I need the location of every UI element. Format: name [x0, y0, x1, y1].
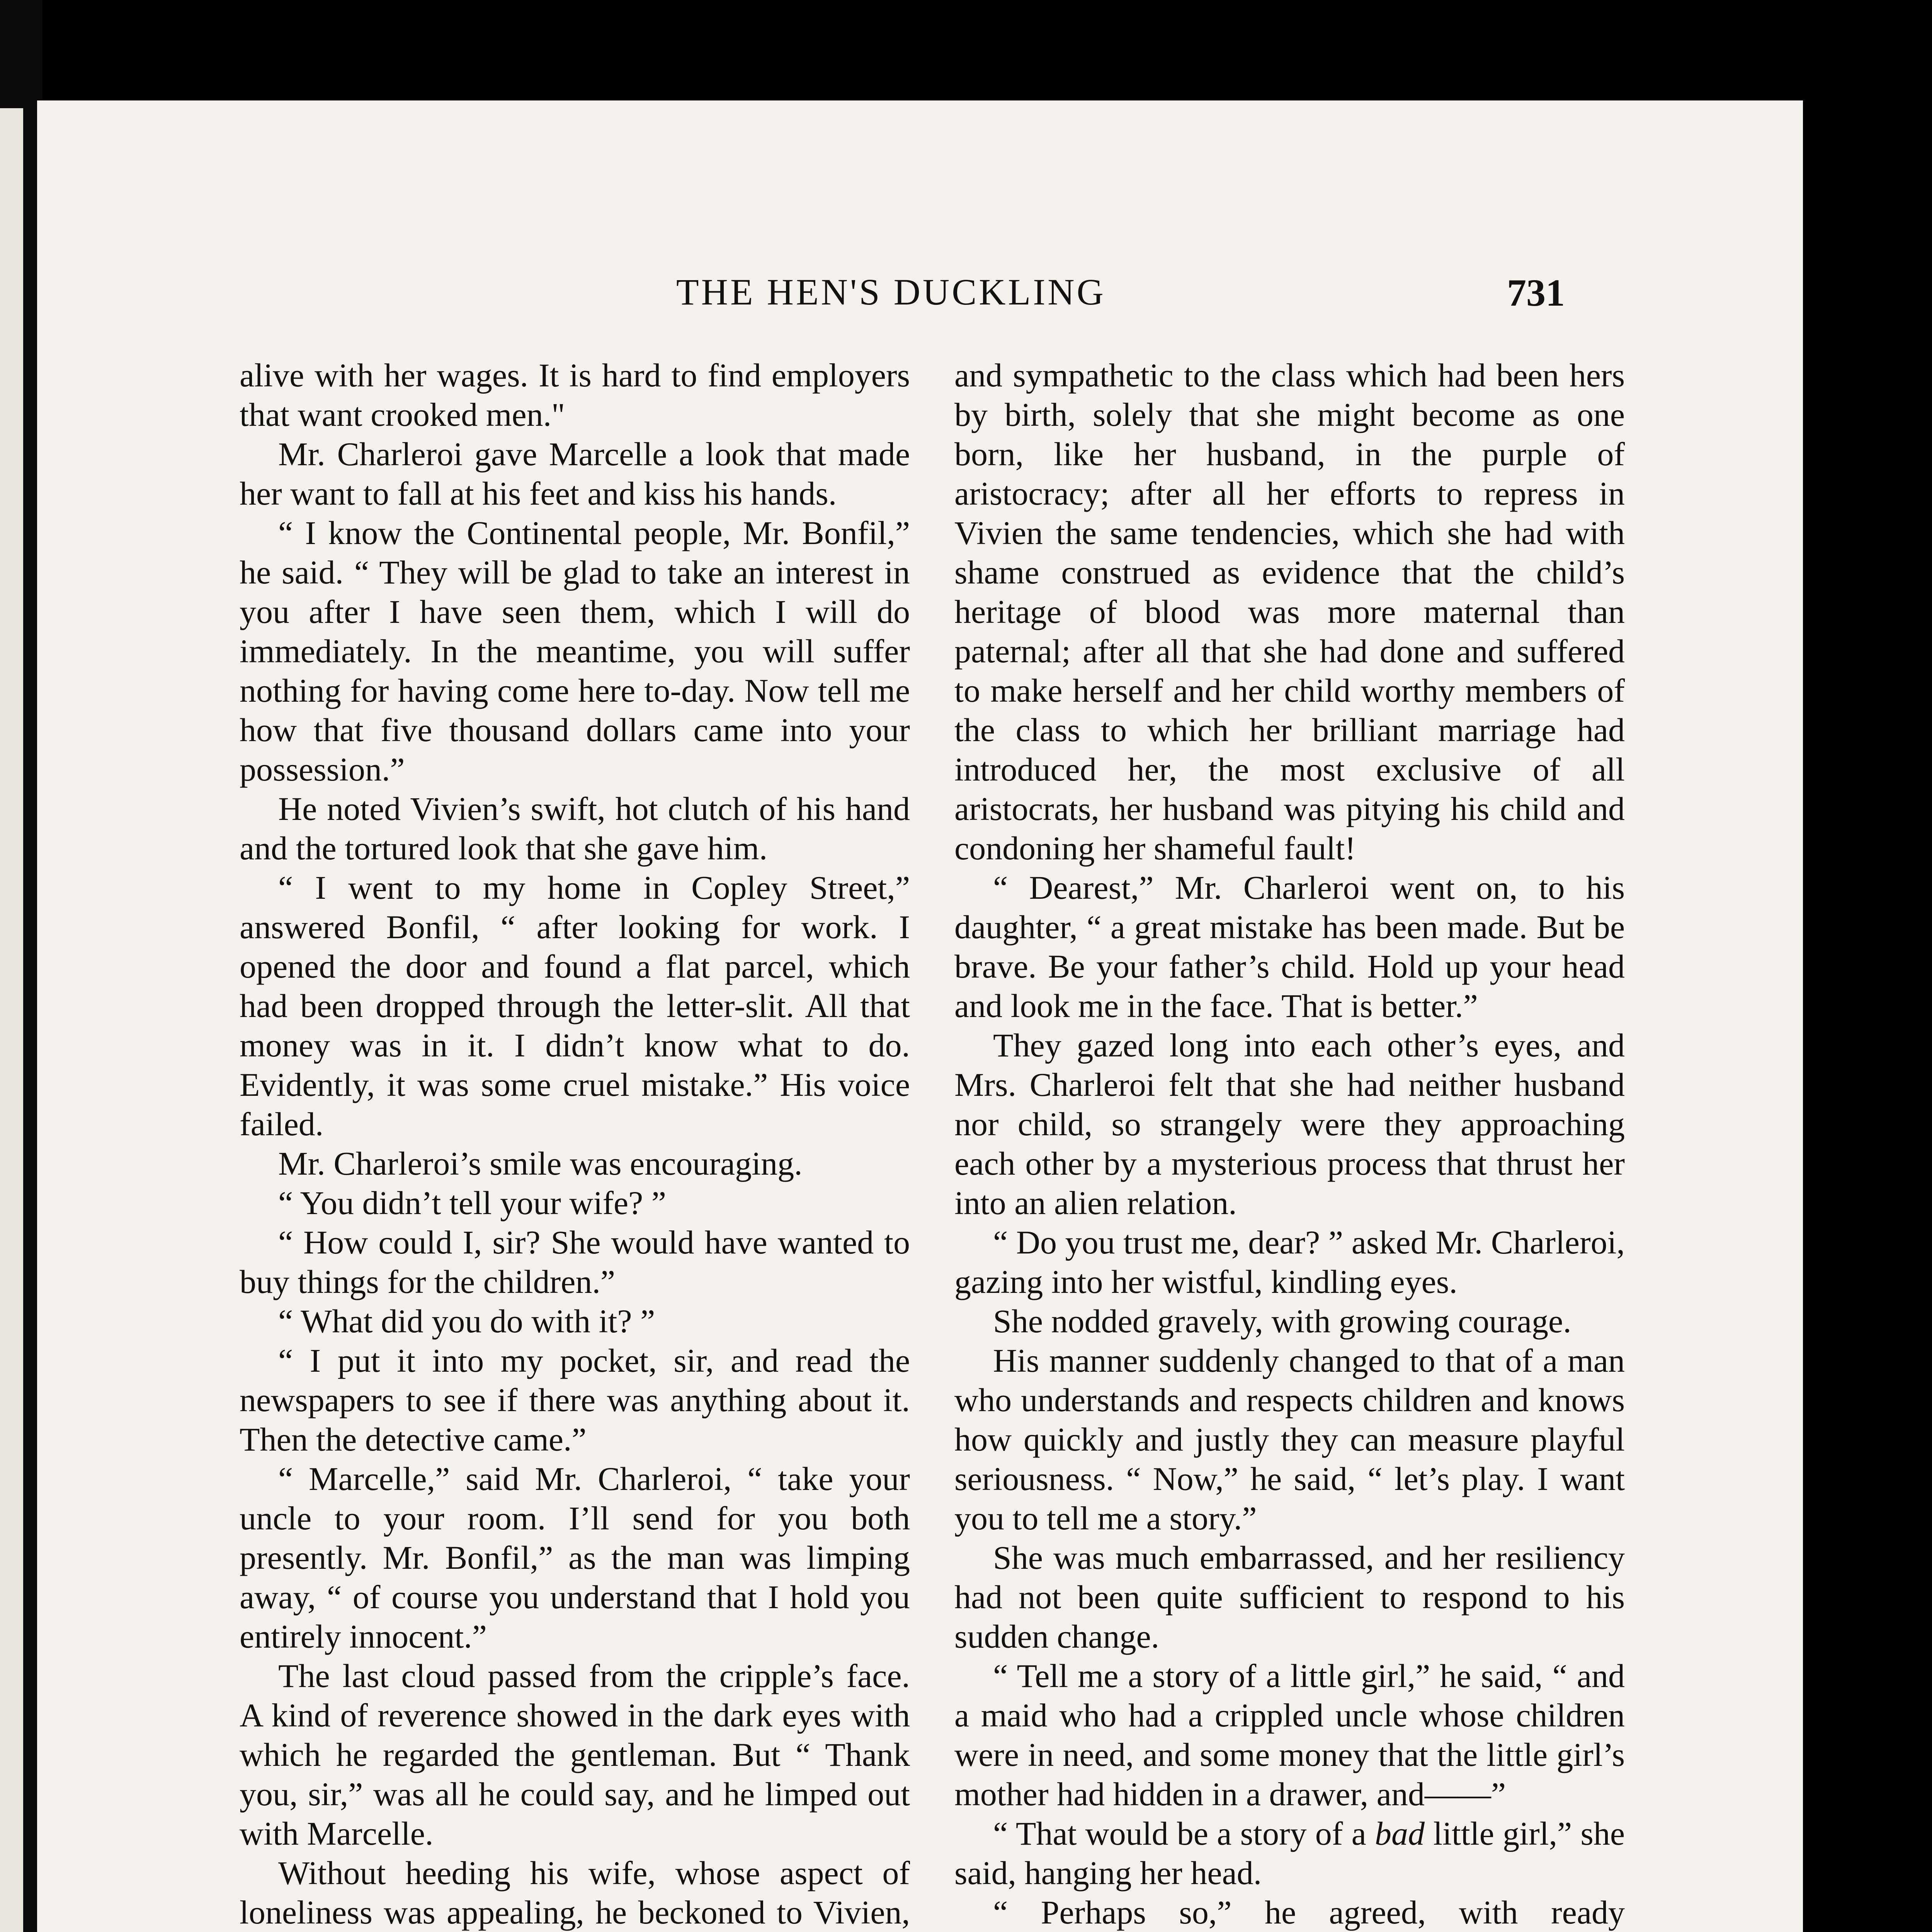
paragraph: “ I went to my home in Copley Street,” answered Bonfil, “ after looking for work. I opened the door and found a flat parcel, which had been dropped through the letter-slit. All that money was in it. I didn’t know what to do. Evidently, it was some cruel mistake.” His voice failed. — [240, 869, 910, 1143]
paragraph: His manner suddenly changed to that of a man who understands and respects children and knows how quickly and justly they can measure playful seriousness. “ Now,” he said, “ let’s play. I want you to tell me a story.” — [954, 1342, 1625, 1537]
paragraph: Mr. Charleroi’s smile was encouraging. — [278, 1145, 803, 1182]
paragraph: “ Marcelle,” said Mr. Charleroi, “ take your uncle to your room. I’ll send for you both presently. Mr. Bonfil,” as the man was limping away, “ of course you understand that I hold you entirely innocent.” — [240, 1460, 910, 1655]
right-column-paragraphs — [954, 355, 1625, 1814]
paragraph: They gazed long into each other’s eyes, and Mrs. Charleroi felt that she had neither husband nor child, so strangely were they approaching each other by a mysterious process that thrust her into an alien relation. — [954, 1027, 1625, 1221]
bad-paragraph-italic: bad — [1375, 1815, 1425, 1852]
paragraph: “ I put it into my pocket, sir, and read the newspapers to see if there was anything about it. Then the detective came.” — [240, 1342, 910, 1458]
page-number: 731 — [1507, 271, 1565, 314]
paragraph: “ What did you do with it? ” — [278, 1303, 655, 1340]
paragraph: “ Tell me a story of a little girl,” he said, “ and a maid who had a crippled uncle whose children were in need, and some money that the little girl’s mother had hidden in a drawer, and——” — [954, 1657, 1625, 1813]
paragraph: “ How could I, sir? She would have wanted to buy things for the children.” — [240, 1224, 910, 1300]
paragraph: “ Do you trust me, dear? ” asked Mr. Charleroi, gazing into her wistful, kindling eyes. — [954, 1224, 1625, 1300]
paragraph: She nodded gravely, with growing courage. — [993, 1303, 1571, 1340]
right-column-tail — [954, 1893, 1625, 1932]
paragraph: The last cloud passed from the cripple’s face. A kind of reverence showed in the dark eyes with which he regarded the gentleman. But “ Thank you, sir,” was all he could say, and he limped out with Marcelle. — [240, 1657, 910, 1852]
paragraph: Mr. Charleroi gave Marcelle a look that made her want to fall at his feet and kiss his hands. — [240, 435, 910, 512]
left-column-paragraphs — [240, 355, 910, 1932]
left-column — [240, 355, 910, 1932]
running-head: THE HEN'S DUCKLING — [676, 271, 1106, 313]
paragraph: alive with her wages. It is hard to find employers that want crooked men." — [240, 357, 910, 433]
adjacent-page-edge — [0, 108, 23, 1932]
right-column — [954, 355, 1625, 1932]
paragraph: “ You didn’t tell your wife? ” — [278, 1184, 666, 1221]
paragraph: “ I know the Continental people, Mr. Bonfil,” he said. “ They will be glad to take an interest in you after I have seen them, which I will do immediately. In the meantime, you will suffer nothing for having come here to-day. Now tell me how that five thousand dollars came into your possession.” — [240, 514, 910, 788]
paragraph: “ Perhaps so,” he agreed, with ready — [993, 1894, 1625, 1931]
paragraph: She was much embarrassed, and her resiliency had not been quite sufficient to respond to his sudden change. — [954, 1539, 1625, 1655]
paragraph: He noted Vivien’s swift, hot clutch of his hand and the tortured look that she gave him. — [240, 790, 910, 867]
paragraph: and sympathetic to the class which had been hers by birth, solely that she might become as one born, like her husband, in the purple of aristocracy; after all her efforts to repress in Vivien the same tendencies, which she had with shame construed as evidence that the child’s heritage of blood was more maternal than paternal; after all that she had done and suffered to make herself and her child worthy members of the class to which her brilliant marriage had introduced her, the most exclusive of all aristocrats, her husband was pitying his child and condoning her shameful fault! — [954, 357, 1625, 867]
paragraph: Without heeding his wife, whose aspect of loneliness was appealing, he beckoned to Vivien, — [240, 1854, 910, 1931]
bad-paragraph-after: little girl,” she said, hanging her head. — [954, 1815, 1625, 1891]
bad-little-girl-paragraph — [954, 1814, 1625, 1893]
bad-paragraph-before: “ That would be a story of a — [993, 1815, 1375, 1852]
paragraph: “ Dearest,” Mr. Charleroi went on, to his daughter, “ a great mistake has been made. But be brave. Be your father’s child. Hold up your head and look me in the face. That is better.” — [954, 869, 1625, 1024]
